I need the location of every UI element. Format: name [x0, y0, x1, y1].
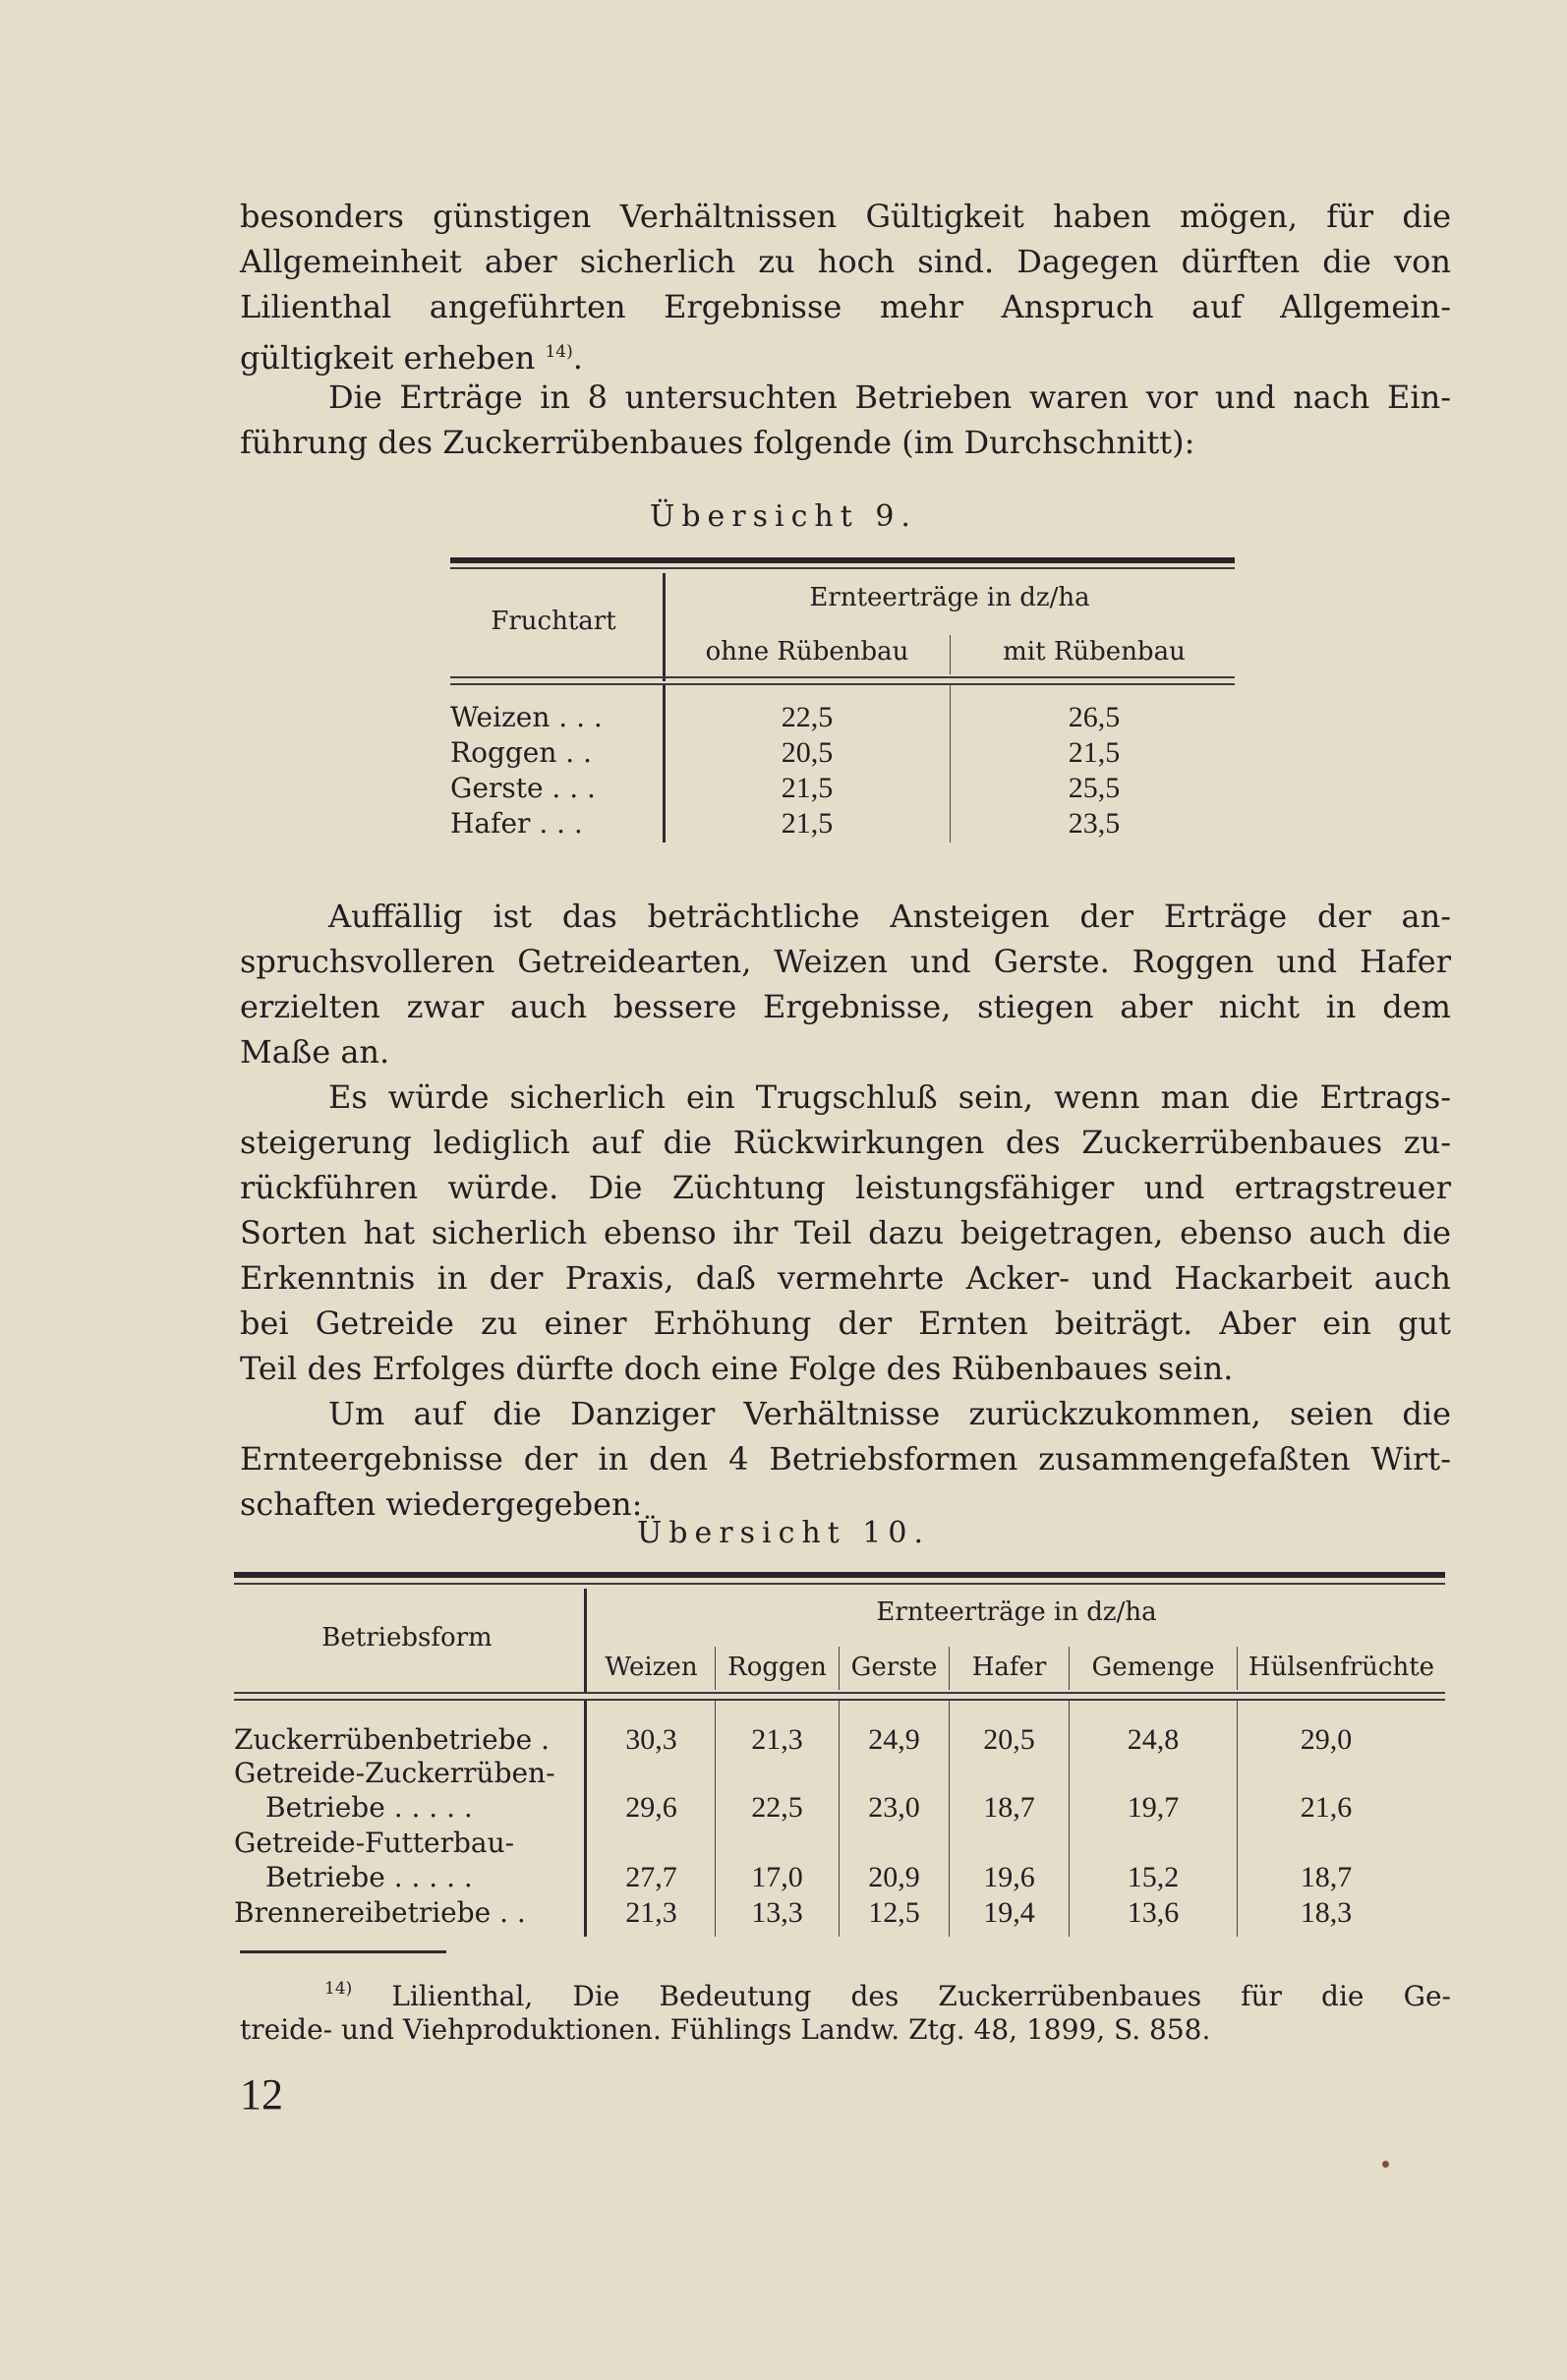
text-line [240, 330, 1451, 380]
text-line: steigerung lediglich auf die Rückwirkungen des Zuckerrübenbaues zu- [240, 1124, 1451, 1161]
text-line: Lilienthal angeführten Ergebnisse mehr Anspruch auf Allgemein- [240, 288, 1451, 325]
footnote-rule [240, 1950, 446, 1953]
column-header: mit Rübenbau [1003, 637, 1186, 667]
text-line: Teil des Erfolges dürfte doch eine Folge des Rübenbaues sein. [240, 1350, 1234, 1387]
table-rule [234, 1699, 1445, 1701]
table-rule [450, 676, 1235, 678]
stub-header: Fruchtart [491, 607, 616, 636]
row-label: Getreide-Futterbau- [234, 1827, 515, 1859]
row-label-cont: Betriebe . . . . . [265, 1791, 473, 1824]
text-line: Auffällig ist das beträchtliche Ansteigen der Erträge der an- [328, 898, 1451, 935]
text-line: Allgemeinheit aber sicherlich zu hoch sind. Dagegen dürften die von [240, 243, 1451, 280]
table-rule [450, 557, 1235, 563]
table-divider [950, 685, 951, 842]
footnote-text: Lilienthal, Die Bedeutung des Zuckerrübenbaues für die Ge- [391, 1980, 1451, 2012]
row-label: Hafer . . . [450, 807, 583, 840]
text-line: schaften wiedergegeben: [240, 1485, 643, 1523]
footnote-line: treide- und Viehproduktionen. Fühlings Landw. Ztg. 48, 1899, S. 858. [240, 2013, 1211, 2046]
cell-value: 22,5 [781, 701, 834, 733]
table-rule [234, 1583, 1445, 1585]
column-header: ohne Rübenbau [705, 637, 909, 667]
cell-value: 21,3 [625, 1896, 677, 1929]
column-header: Hafer [971, 1653, 1047, 1682]
row-label: Gerste . . . [450, 772, 596, 804]
page-number: 12 [240, 2070, 283, 2119]
cell-value: 19,6 [983, 1861, 1035, 1893]
column-header: Weizen [605, 1653, 698, 1682]
table-divider [584, 1701, 587, 1937]
text-line: führung des Zuckerrübenbaues folgende (im Durchschnitt): [240, 424, 1195, 461]
text-line: spruchsvolleren Getreidearten, Weizen und Gerste. Roggen und Hafer [240, 943, 1451, 980]
group-header: Ernteerträge in dz/ha [809, 583, 1090, 612]
cell-value: 18,7 [983, 1791, 1035, 1824]
cell-value: 13,6 [1127, 1896, 1180, 1929]
row-label: Weizen . . . [450, 701, 603, 733]
text-line: Um auf die Danziger Verhältnisse zurückzukommen, seien die [328, 1395, 1451, 1432]
column-header: Gerste [850, 1653, 938, 1682]
cell-value: 30,3 [625, 1723, 677, 1756]
table-divider [950, 635, 951, 674]
cell-value: 17,0 [751, 1861, 803, 1893]
cell-value: 18,7 [1300, 1861, 1353, 1893]
end-punct: . [572, 339, 583, 377]
text-line: Ernteergebnisse der in den 4 Betriebsformen zusammengefaßten Wirt- [240, 1440, 1451, 1478]
table-rule [450, 567, 1235, 569]
column-header: Gemenge [1091, 1653, 1215, 1682]
text-line: besonders günstigen Verhältnissen Gültigkeit haben mögen, für die [240, 198, 1451, 235]
cell-value: 26,5 [1068, 701, 1121, 733]
text-line: rückführen würde. Die Züchtung leistungsfähiger und ertragstreuer [240, 1169, 1451, 1206]
cell-value: 24,9 [868, 1723, 920, 1756]
row-label: Brennereibetriebe . . [234, 1896, 526, 1929]
footnote-marker: 14) [324, 1979, 353, 1999]
table-9-caption: Übersicht 9. [650, 499, 917, 534]
cell-value: 21,5 [781, 807, 834, 840]
column-header: Hülsenfrüchte [1248, 1653, 1435, 1682]
cell-value: 29,6 [625, 1791, 677, 1824]
cell-value: 21,5 [1068, 736, 1121, 769]
table-rule [450, 683, 1235, 685]
cell-value: 12,5 [868, 1896, 920, 1929]
table-10-caption: Übersicht 10. [637, 1516, 930, 1550]
table-rule [234, 1692, 1445, 1694]
row-label: Getreide-Zuckerrüben- [234, 1757, 555, 1789]
row-label: Zuckerrübenbetriebe . [234, 1723, 550, 1756]
text-line: Maße an. [240, 1033, 390, 1071]
row-label-cont: Betriebe . . . . . [265, 1861, 473, 1893]
group-header: Ernteerträge in dz/ha [876, 1597, 1157, 1627]
text-line: Sorten hat sicherlich ebenso ihr Teil dazu beigetragen, ebenso auch die [240, 1214, 1451, 1251]
cell-value: 21,3 [751, 1723, 803, 1756]
text-line: erzielten zwar auch bessere Ergebnisse, stiegen aber nicht in dem [240, 988, 1451, 1025]
text-line: bei Getreide zu einer Erhöhung der Ernten beiträgt. Aber ein gut [240, 1305, 1451, 1342]
row-label: Roggen . . [450, 736, 592, 769]
cell-value: 25,5 [1068, 772, 1121, 804]
cell-value: 15,2 [1127, 1861, 1180, 1893]
cell-value: 18,3 [1300, 1896, 1353, 1929]
footnote-ref[interactable]: 14) [545, 342, 573, 362]
stub-header: Betriebsform [321, 1623, 493, 1653]
cell-value: 22,5 [751, 1791, 803, 1824]
cell-value: 23,0 [868, 1791, 920, 1824]
cell-value: 19,4 [983, 1896, 1035, 1929]
cell-value: 21,6 [1300, 1791, 1353, 1824]
cell-value: 27,7 [625, 1861, 677, 1893]
cell-value: 20,5 [781, 736, 834, 769]
cell-value: 23,5 [1068, 807, 1121, 840]
text-line: Es würde sicherlich ein Trugschluß sein, wenn man die Ertrags- [328, 1078, 1451, 1116]
text-line: Die Erträge in 8 untersuchten Betrieben waren vor und nach Ein- [328, 378, 1451, 416]
cell-value: 20,9 [868, 1861, 920, 1893]
cell-value: 29,0 [1300, 1723, 1353, 1756]
table-divider [584, 1589, 587, 1693]
cell-value: 19,7 [1127, 1791, 1180, 1824]
text-line: Erkenntnis in der Praxis, daß vermehrte Acker- und Hackarbeit auch [240, 1259, 1451, 1297]
text-line-content: gültigkeit erheben [240, 339, 536, 377]
cell-value: 24,8 [1127, 1723, 1180, 1756]
paper-speck [1382, 2161, 1389, 2168]
table-rule [234, 1572, 1445, 1578]
cell-value: 21,5 [781, 772, 834, 804]
column-header: Roggen [727, 1653, 827, 1682]
cell-value: 13,3 [751, 1896, 803, 1929]
cell-value: 20,5 [983, 1723, 1035, 1756]
